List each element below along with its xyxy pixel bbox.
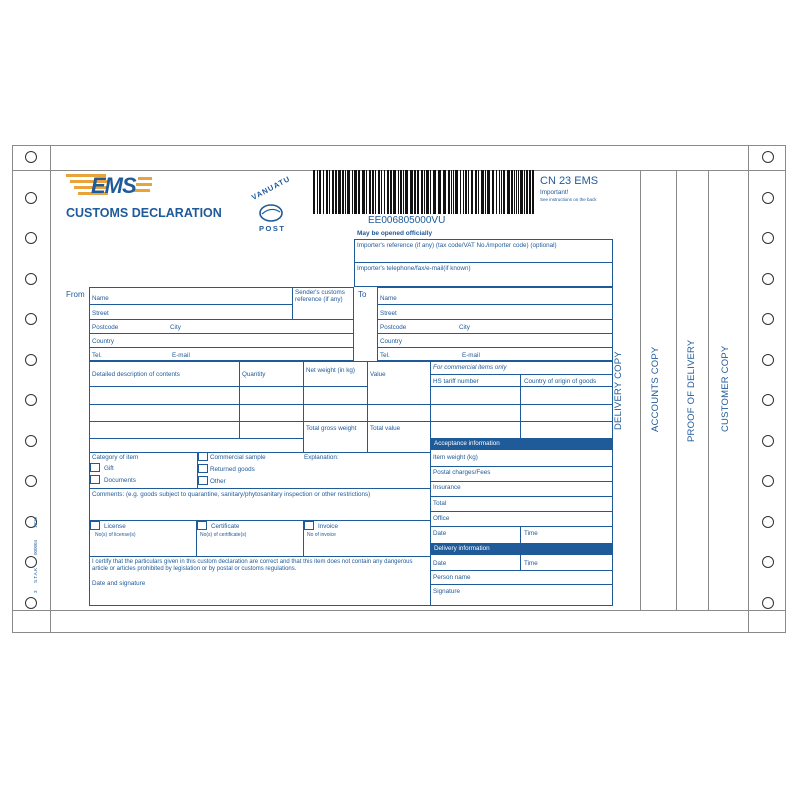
acceptance-info-header: Acceptance information <box>431 438 613 450</box>
barcode-bar <box>405 170 408 214</box>
barcode-bar <box>433 170 436 214</box>
delivery-row-line <box>430 584 613 585</box>
contents-row-line <box>89 452 430 453</box>
barcode-bar <box>354 170 357 214</box>
sender-customs-ref-label: Sender's customs reference (if any) <box>295 289 345 303</box>
barcode-bar <box>384 170 385 214</box>
comments-bottom-line <box>89 520 430 521</box>
explanation-label: Explanation: <box>304 454 339 461</box>
barcode-bar <box>378 170 380 214</box>
postal-charges-label: Postal charges/Fees <box>433 469 491 476</box>
barcode <box>313 170 535 214</box>
barcode-bar <box>499 170 500 214</box>
barcode-bar <box>317 170 318 214</box>
comments-top-line <box>89 488 430 489</box>
recipient-email-label: E-mail <box>462 352 480 359</box>
recipient-street-label: Street <box>380 310 397 317</box>
description-label: Detailed description of contents <box>92 371 180 378</box>
barcode-bar <box>520 170 523 214</box>
ems-logo-text: EMS <box>91 173 136 198</box>
barcode-bar <box>451 170 452 214</box>
certification-statement: I certify that the particulars given in this custom declaration are correct and that this item does not contain any dangerous article or articles prohibited by legislation or by postal or customs regulations. <box>92 559 413 572</box>
barcode-bar <box>403 170 404 214</box>
barcode-bar <box>421 170 423 214</box>
documents-checkbox[interactable] <box>90 475 100 484</box>
barcode-bar <box>345 170 346 214</box>
contents-row-line <box>89 404 613 405</box>
delivery-date-label: Date <box>433 560 447 567</box>
contents-col-line <box>520 374 521 438</box>
opened-officially-label: May be opened officially <box>357 230 433 237</box>
invoice-label: Invoice <box>318 523 338 530</box>
feed-hole <box>25 232 37 244</box>
acceptance-row-line <box>430 481 613 482</box>
sender-row-line <box>89 347 354 348</box>
contents-row-line <box>430 374 613 375</box>
barcode-bar <box>338 170 341 214</box>
to-label: To <box>358 290 367 299</box>
customer-copy-label: CUSTOMER COPY <box>720 345 731 432</box>
barcode-bar <box>366 170 367 214</box>
total-label: Total <box>433 500 447 507</box>
barcode-bar <box>478 170 479 214</box>
feed-hole <box>25 394 37 406</box>
documents-label: Documents <box>104 477 136 484</box>
copy-strip-divider <box>708 170 709 610</box>
acceptance-row-line <box>430 496 613 497</box>
barcode-bar <box>323 170 324 214</box>
feed-hole <box>25 556 37 568</box>
hs-tariff-label: HS tariff number <box>433 378 479 385</box>
category-label: Category of item <box>92 454 139 461</box>
invoice-number-label: No of invoice <box>307 532 336 538</box>
contents-col-line <box>239 361 240 438</box>
barcode-bar <box>398 170 399 214</box>
other-label: Other <box>210 478 226 485</box>
barcode-bar <box>532 170 534 214</box>
post-logo-top-text: VANUATU <box>250 174 292 202</box>
barcode-bar <box>319 170 321 214</box>
gross-weight-label: Total gross weight <box>306 425 357 432</box>
barcode-bar <box>481 170 484 214</box>
barcode-bar <box>358 170 360 214</box>
commercial-sample-label: Commercial sample <box>210 454 266 461</box>
feed-hole <box>762 354 774 366</box>
barcode-bar <box>529 170 531 214</box>
post-logo-bottom-text: POST <box>259 224 286 233</box>
barcode-bar <box>313 170 315 214</box>
side-code-a: 10'10 <box>33 517 38 528</box>
feed-hole <box>762 273 774 285</box>
office-label: Office <box>433 515 450 522</box>
sender-row-line <box>89 333 354 334</box>
barcode-bar <box>463 170 464 214</box>
barcode-bar <box>430 170 431 214</box>
feed-hole <box>762 556 774 568</box>
contents-row-line <box>89 386 367 387</box>
delivery-time-divider <box>520 555 521 570</box>
contents-row-line <box>430 386 613 387</box>
barcode-bar <box>496 170 497 214</box>
contents-col-line <box>303 361 304 452</box>
feed-hole <box>762 232 774 244</box>
comments-label: Comments: (e.g. goods subject to quarantine, sanitary/phytosanitary inspection or other restrictions) <box>92 491 371 498</box>
feed-hole <box>25 354 37 366</box>
returned-goods-label: Returned goods <box>210 466 255 473</box>
certificate-checkbox[interactable] <box>197 521 207 530</box>
sender-tel-label: Tel. <box>92 352 102 359</box>
barcode-bar <box>426 170 429 214</box>
value-label: Value <box>370 371 386 378</box>
barcode-bar <box>375 170 376 214</box>
from-label: From <box>66 290 85 299</box>
important-label: Important! <box>540 189 569 196</box>
barcode-bar <box>460 170 461 214</box>
copy-strip-divider <box>640 170 641 610</box>
feed-hole <box>762 313 774 325</box>
sender-street-label: Street <box>92 310 109 317</box>
barcode-bar <box>507 170 510 214</box>
barcode-bar <box>424 170 425 214</box>
barcode-bar <box>347 170 350 214</box>
barcode-bar <box>455 170 458 214</box>
gift-label: Gift <box>104 465 114 472</box>
license-checkbox[interactable] <box>90 521 100 530</box>
signature-label: Signature <box>433 588 460 595</box>
delivery-copy-label: DELIVERY COPY <box>613 351 624 430</box>
person-name-label: Person name <box>433 574 471 581</box>
left-perforation-line <box>50 145 51 633</box>
ems-logo <box>66 173 154 199</box>
importer-reference-label: Importer's reference (if any) (tax code/VAT No./importer code) (optional) <box>357 242 557 249</box>
sender-row-line <box>89 304 292 305</box>
sender-name-label: Name <box>92 295 109 302</box>
sender-city-label: City <box>170 324 181 331</box>
certificate-label: Certificate <box>211 523 240 530</box>
other-checkbox[interactable] <box>198 476 208 485</box>
barcode-bar <box>524 170 525 214</box>
right-perforation-line <box>748 145 749 633</box>
barcode-bar <box>417 170 419 214</box>
vanuatu-post-logo <box>244 174 298 236</box>
acceptance-row-line <box>430 511 613 512</box>
license-number-label: No(s) of license(s) <box>95 532 136 538</box>
recipient-address-box[interactable] <box>377 287 613 361</box>
barcode-bar <box>332 170 334 214</box>
barcode-bar <box>448 170 450 214</box>
gift-checkbox[interactable] <box>90 463 100 472</box>
barcode-bar <box>518 170 519 214</box>
feed-hole <box>762 435 774 447</box>
barcode-bar <box>526 170 528 214</box>
contents-col-line <box>367 361 368 452</box>
origin-country-label: Country of origin of goods <box>524 378 597 385</box>
sender-email-label: E-mail <box>172 352 190 359</box>
recipient-tel-label: Tel. <box>380 352 390 359</box>
sender-row-line <box>89 319 354 320</box>
acceptance-date-label: Date <box>433 530 447 537</box>
feed-hole <box>25 151 37 163</box>
barcode-bar <box>468 170 469 214</box>
barcode-bar <box>443 170 446 214</box>
net-weight-label: Net weight (in kg) <box>306 367 355 374</box>
barcode-bar <box>438 170 441 214</box>
certification-top-line <box>89 556 430 557</box>
item-weight-label: Item weight (kg) <box>433 454 478 461</box>
feed-hole <box>762 151 774 163</box>
feed-hole <box>762 516 774 528</box>
feed-hole <box>25 435 37 447</box>
date-signature-label: Date and signature <box>92 580 146 587</box>
side-code-c: S.T.A.K <box>33 567 38 583</box>
barcode-bar <box>393 170 396 214</box>
barcode-bar <box>465 170 467 214</box>
barcode-bar <box>326 170 328 214</box>
barcode-bar <box>369 170 371 214</box>
barcode-bar <box>387 170 389 214</box>
delivery-row-line <box>430 570 613 571</box>
recipient-postcode-label: Postcode <box>380 324 407 331</box>
feed-hole <box>762 475 774 487</box>
form-title: CUSTOMS DECLARATION <box>66 206 222 220</box>
barcode-number: EE006805000VU <box>368 215 446 226</box>
acceptance-row-line <box>430 526 613 527</box>
proof-of-delivery-label: PROOF OF DELIVERY <box>686 339 697 442</box>
recipient-row-line <box>377 333 613 334</box>
barcode-bar <box>400 170 402 214</box>
recipient-country-label: Country <box>380 338 403 345</box>
feed-hole <box>762 192 774 204</box>
barcode-bar <box>475 170 477 214</box>
barcode-bar <box>492 170 494 214</box>
barcode-bar <box>390 170 392 214</box>
side-code-d: 3 <box>33 590 38 593</box>
barcode-bar <box>511 170 513 214</box>
contents-row-line <box>89 438 303 439</box>
barcode-bar <box>381 170 382 214</box>
barcode-bar <box>453 170 454 214</box>
feed-hole <box>25 597 37 609</box>
feed-hole <box>25 475 37 487</box>
copy-strip-divider <box>676 170 677 610</box>
barcode-bar <box>503 170 505 214</box>
recipient-row-line <box>377 319 613 320</box>
barcode-bar <box>514 170 515 214</box>
barcode-bar <box>487 170 490 214</box>
acceptance-row-line <box>430 466 613 467</box>
total-value-label: Total value <box>370 425 401 432</box>
accounts-copy-label: ACCOUNTS COPY <box>650 346 661 432</box>
sender-postcode-label: Postcode <box>92 324 119 331</box>
importer-divider <box>354 262 613 263</box>
barcode-bar <box>410 170 413 214</box>
barcode-bar <box>501 170 502 214</box>
commercial-items-note: For commercial items only <box>433 364 507 371</box>
barcode-bar <box>329 170 330 214</box>
form-code: CN 23 EMS <box>540 175 599 187</box>
certificate-number-label: No(s) of certificate(s) <box>200 532 247 538</box>
invoice-checkbox[interactable] <box>304 521 314 530</box>
barcode-bar <box>516 170 517 214</box>
barcode-bar <box>485 170 486 214</box>
quantity-label: Quantity <box>242 371 266 378</box>
barcode-bar <box>342 170 344 214</box>
sender-country-label: Country <box>92 338 115 345</box>
insurance-label: Insurance <box>433 484 461 491</box>
returned-goods-checkbox[interactable] <box>198 464 208 473</box>
recipient-row-line <box>377 347 613 348</box>
barcode-bar <box>414 170 416 214</box>
recipient-row-line <box>377 304 613 305</box>
barcode-bar <box>362 170 365 214</box>
side-code-b: 000004 <box>33 539 38 555</box>
bottom-tear-line <box>12 610 786 611</box>
delivery-info-header: Delivery information <box>431 543 613 555</box>
feed-hole <box>25 273 37 285</box>
delivery-time-label: Time <box>524 560 538 567</box>
importer-contact-label: Importer's telephone/fax/e-mail(if known) <box>357 265 471 272</box>
barcode-bar <box>352 170 353 214</box>
contents-row-line <box>89 421 613 422</box>
acceptance-time-label: Time <box>524 530 538 537</box>
feed-hole <box>25 192 37 204</box>
feed-hole <box>25 313 37 325</box>
commercial-sample-checkbox[interactable] <box>198 452 208 461</box>
license-label: License <box>104 523 126 530</box>
sender-ref-divider <box>292 287 293 319</box>
recipient-city-label: City <box>459 324 470 331</box>
acceptance-time-divider <box>520 526 521 543</box>
instructions-label: See instructions on the back <box>540 197 597 202</box>
barcode-bar <box>335 170 337 214</box>
recipient-name-label: Name <box>380 295 397 302</box>
barcode-bar <box>372 170 374 214</box>
feed-hole <box>762 597 774 609</box>
barcode-bar <box>471 170 473 214</box>
feed-hole <box>762 394 774 406</box>
